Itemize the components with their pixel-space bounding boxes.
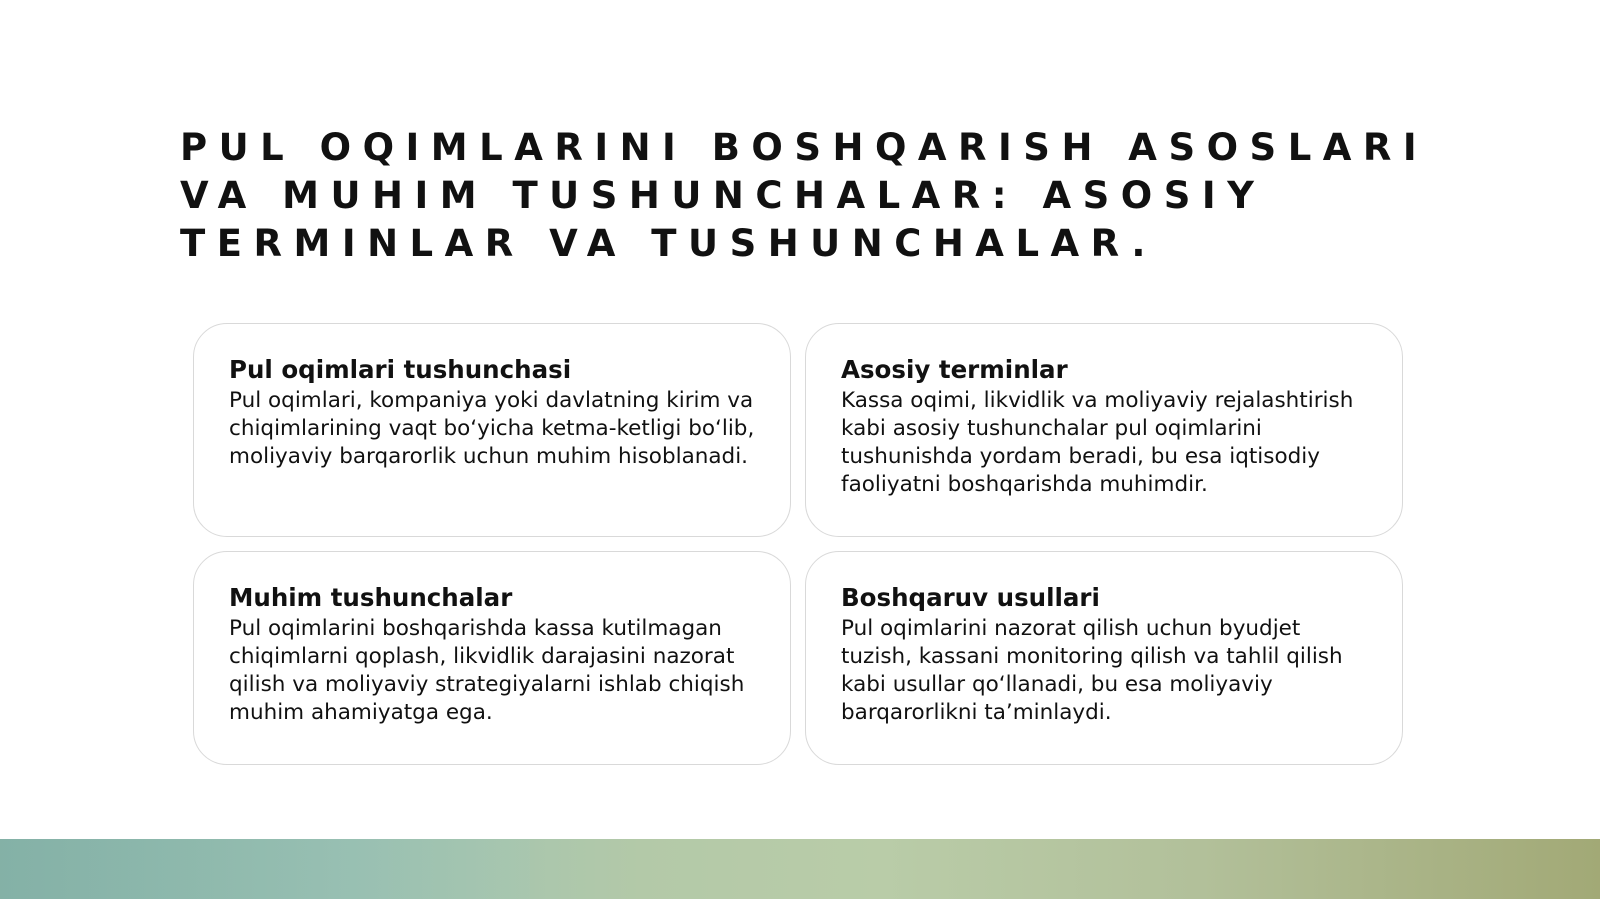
- card-cash-flow-concept: [193, 323, 791, 537]
- card-heading: Boshqaruv usullari: [841, 583, 1100, 612]
- footer-band-shade: [0, 839, 530, 899]
- card-body: Pul oqimlari, kompaniya yoki davlatning kirim va chiqimlarining vaqt bo‘yicha ketma-ketligi bo‘lib, moliyaviy barqarorlik uchun muhim hisoblanadi.: [229, 388, 755, 469]
- card-key-terms: [805, 323, 1403, 537]
- card-body: Pul oqimlarini nazorat qilish uchun byudjet tuzish, kassani monitoring qilish va tahlil qilish kabi usullar qo‘llanadi, bu esa moliyaviy barqarorlikni ta’minlaydi.: [841, 616, 1343, 725]
- card-body: Pul oqimlarini boshqarishda kassa kutilmagan chiqimlarni qoplash, likvidlik darajasini nazorat qilish va moliyaviy strategiyalarni ishlab chiqish muhim ahamiyatga ega.: [229, 616, 745, 725]
- footer-gradient-band: [0, 839, 1600, 899]
- slide-title: PUL OQIMLARINI BOSHQARISH ASOSLARI VA MUHIM TUSHUNCHALAR: ASOSIY TERMINLAR VA TUSHUNCHALAR.: [180, 126, 1429, 265]
- card-important-concepts: [193, 551, 791, 765]
- card-heading: Asosiy terminlar: [841, 355, 1068, 384]
- card-heading: Muhim tushunchalar: [229, 583, 513, 612]
- card-heading: Pul oqimlari tushunchasi: [229, 355, 572, 384]
- card-body: Kassa oqimi, likvidlik va moliyaviy rejalashtirish kabi asosiy tushunchalar pul oqimlarini tushunishda yordam beradi, bu esa iqtisodiy faoliyatni boshqarishda muhimdir.: [841, 388, 1354, 497]
- card-management-methods: [805, 551, 1403, 765]
